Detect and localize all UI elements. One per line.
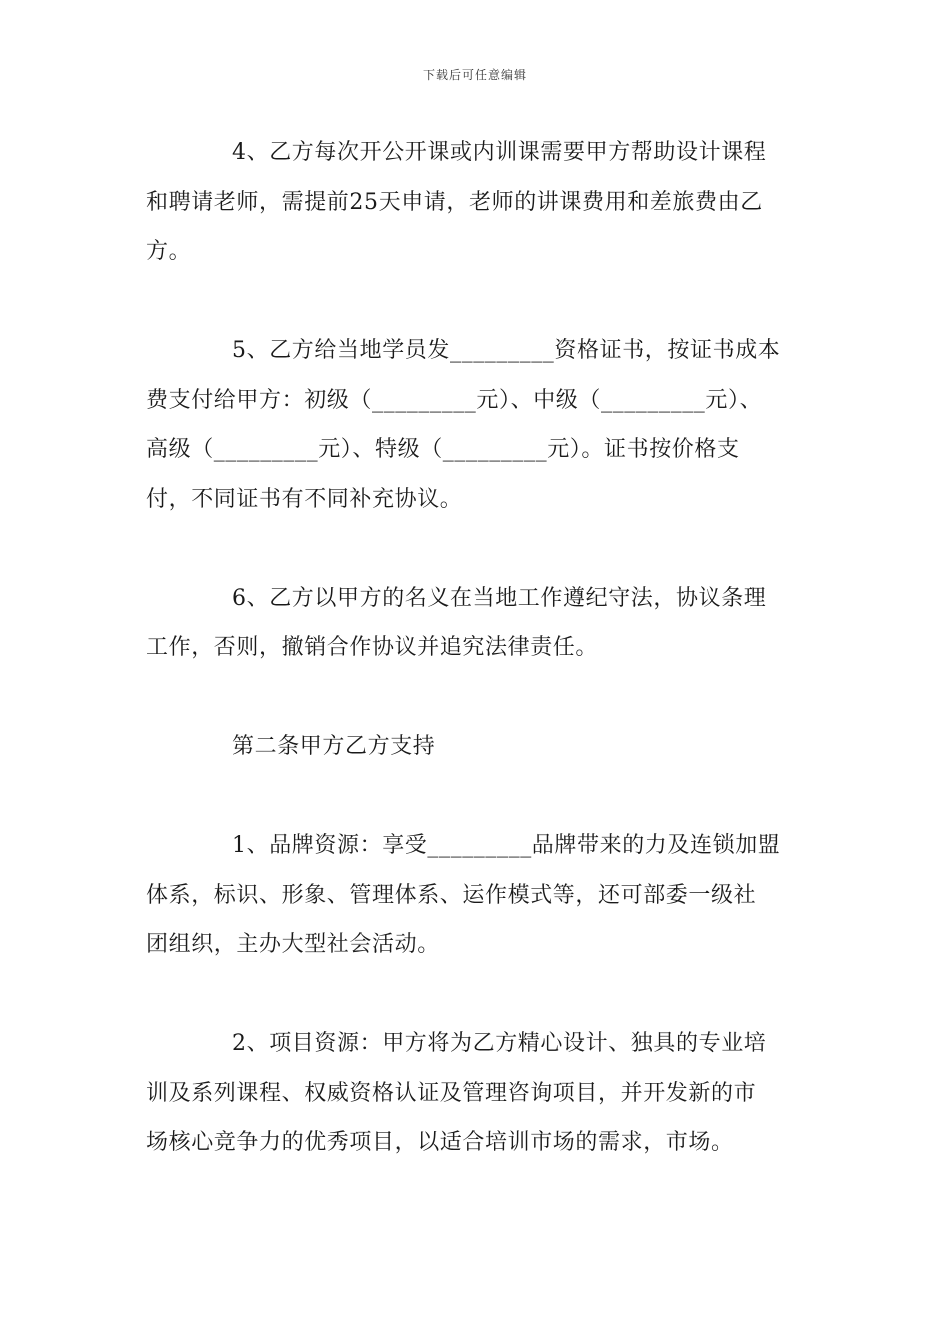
page-header-watermark: 下载后可任意编辑 (422, 68, 527, 82)
text-line: 工作，否则，撤销合作协议并追究法律责任。 (146, 635, 599, 660)
text-line: 场核心竞争力的优秀项目，以适合培训市场的需求，市场。 (146, 1130, 734, 1155)
text-line: 高级（_________元）、特级（_________元）。证书按价格支 (146, 437, 740, 462)
text-line: 5、乙方给当地学员发_________资格证书，按证书成本 (232, 338, 781, 363)
clause-5-paragraph (146, 326, 816, 524)
support-2-paragraph (146, 1019, 816, 1168)
text-line: 体系，标识、形象、管理体系、运作模式等，还可部委一级社 (146, 882, 757, 908)
text-line: 4、乙方每次开公开课或内训课需要甲方帮助设计课程 (232, 140, 767, 165)
text-line: 团组织，主办大型社会活动。 (146, 932, 440, 957)
section-heading: 第二条甲方乙方支持 (232, 734, 436, 759)
clause-4-paragraph (146, 128, 816, 277)
clause-6-paragraph (146, 574, 816, 673)
text-line: 方。 (146, 239, 192, 264)
text-line: 2、项目资源：甲方将为乙方精心设计、独具的专业培 (232, 1031, 767, 1056)
text-line: 付，不同证书有不同补充协议。 (146, 486, 463, 512)
text-line: 和聘请老师，需提前25天申请，老师的讲课费用和差旅费由乙 (146, 189, 763, 215)
text-line: 费支付给甲方：初级（_________元）、中级（_________元）、 (146, 387, 763, 413)
document-body (146, 128, 816, 1217)
text-line: 训及系列课程、权威资格认证及管理咨询项目，并开发新的市 (146, 1080, 757, 1106)
support-1-paragraph (146, 821, 816, 970)
text-line: 6、乙方以甲方的名义在当地工作遵纪守法，协议条理 (232, 585, 767, 611)
text-line: 1、品牌资源：享受_________品牌带来的力及连锁加盟 (232, 833, 781, 858)
